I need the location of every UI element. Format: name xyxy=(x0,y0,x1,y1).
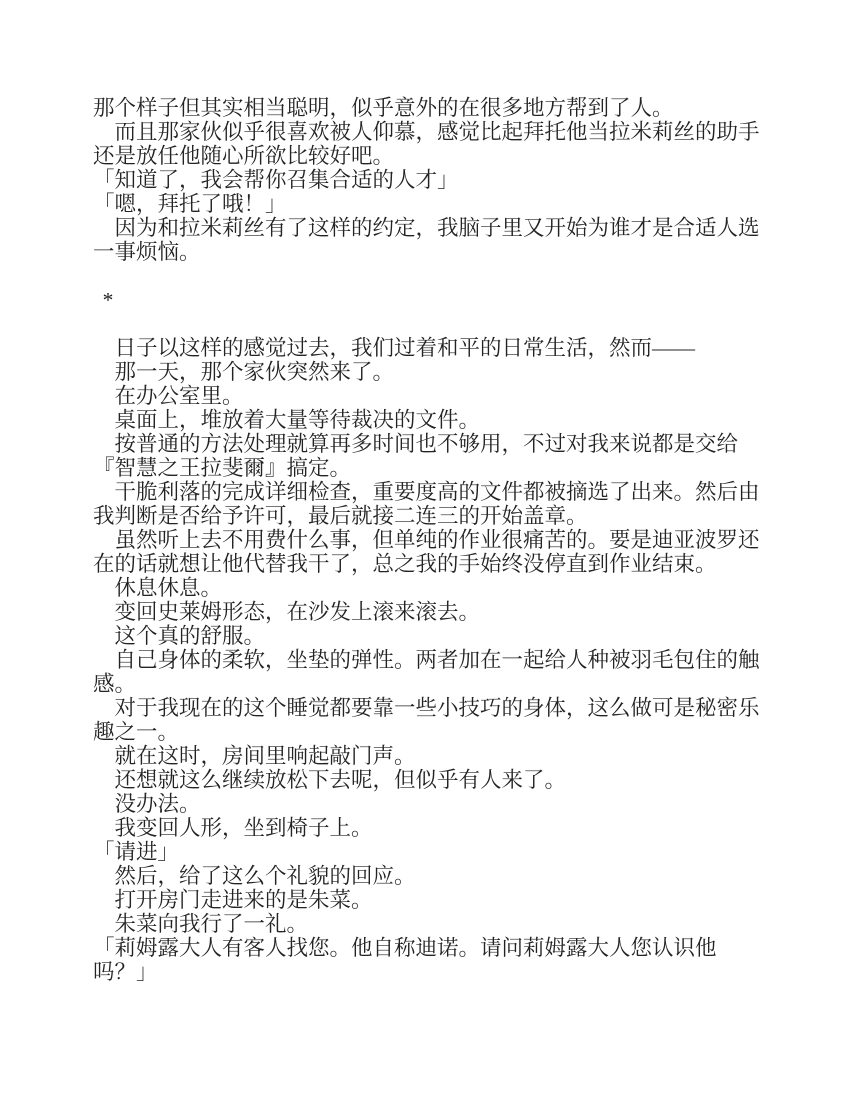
text-line-2: 而且那家伙似乎很喜欢被人仰慕，感觉比起拜托他当拉米莉丝的助手 xyxy=(114,120,760,144)
text-line-15: 按普通的方法处理就算再多时间也不够用，不过对我来说都是交给 xyxy=(114,432,739,456)
text-line-3: 还是放任他随心所欲比较好吧。 xyxy=(93,144,395,168)
text-content xyxy=(93,96,783,984)
text-line-17: 干脆利落的完成详细检查，重要度高的文件都被摘选了出来。然后由 xyxy=(114,480,760,504)
text-line-32: 「请进」 xyxy=(93,840,180,864)
text-line-23: 这个真的舒服。 xyxy=(114,624,266,648)
text-line-21: 休息休息。 xyxy=(114,576,223,600)
blank-line xyxy=(93,312,783,336)
text-line-11: 日子以这样的感觉过去，我们过着和平的日常生活，然而—— xyxy=(114,336,696,360)
text-line-26: 对于我现在的这个睡觉都要靠一些小技巧的身体，这么做可是秘密乐 xyxy=(114,696,760,720)
text-line-12: 那一天，那个家伙突然来了。 xyxy=(114,360,395,384)
text-line-18: 我判断是否给予许可，最后就接二连三的开始盖章。 xyxy=(93,504,588,528)
text-line-16: 『智慧之王拉斐爾』搞定。 xyxy=(93,456,352,480)
text-line-5: 「嗯，拜托了哦！」 xyxy=(93,192,287,216)
text-line-13: 在办公室里。 xyxy=(114,384,244,408)
text-line-35: 朱菜向我行了一礼。 xyxy=(114,912,309,936)
text-line-30: 没办法。 xyxy=(114,792,201,816)
text-line-1: 那个样子但其实相当聪明，似乎意外的在很多地方帮到了人。 xyxy=(93,96,674,120)
blank-line xyxy=(93,264,783,288)
text-line-37: 吗？」 xyxy=(93,960,158,984)
text-line-28: 就在这时，房间里响起敲门声。 xyxy=(114,744,416,768)
text-line-14: 桌面上，堆放着大量等待裁决的文件。 xyxy=(114,408,481,432)
text-line-7: 一事烦恼。 xyxy=(93,240,201,264)
text-line-22: 变回史莱姆形态，在沙发上滚来滚去。 xyxy=(114,600,481,624)
text-line-31: 我变回人形，坐到椅子上。 xyxy=(114,816,373,840)
text-line-34: 打开房门走进来的是朱菜。 xyxy=(114,888,373,912)
text-line-19: 虽然听上去不用费什么事，但单纯的作业很痛苦的。要是迪亚波罗还 xyxy=(114,528,760,552)
text-line-36: 「莉姆露大人有客人找您。他自称迪诺。请问莉姆露大人您认识他 xyxy=(93,936,717,960)
text-line-25: 感。 xyxy=(93,672,137,696)
text-line-33: 然后，给了这么个礼貌的回应。 xyxy=(114,864,416,888)
text-line-4: 「知道了，我会帮你召集合适的人才」 xyxy=(93,168,459,192)
text-line-20: 在的话就想让他代替我干了，总之我的手始终没停直到作业结束。 xyxy=(93,552,717,576)
text-line-24: 自己身体的柔软，坐垫的弹性。两者加在一起给人种被羽毛包住的触 xyxy=(114,648,760,672)
section-break-star: * xyxy=(102,288,114,312)
text-line-29: 还想就这么继续放松下去呢，但似乎有人来了。 xyxy=(114,768,567,792)
text-line-27: 趣之一。 xyxy=(93,720,180,744)
text-line-6: 因为和拉米莉丝有了这样的约定，我脑子里又开始为谁才是合适人选 xyxy=(114,216,760,240)
